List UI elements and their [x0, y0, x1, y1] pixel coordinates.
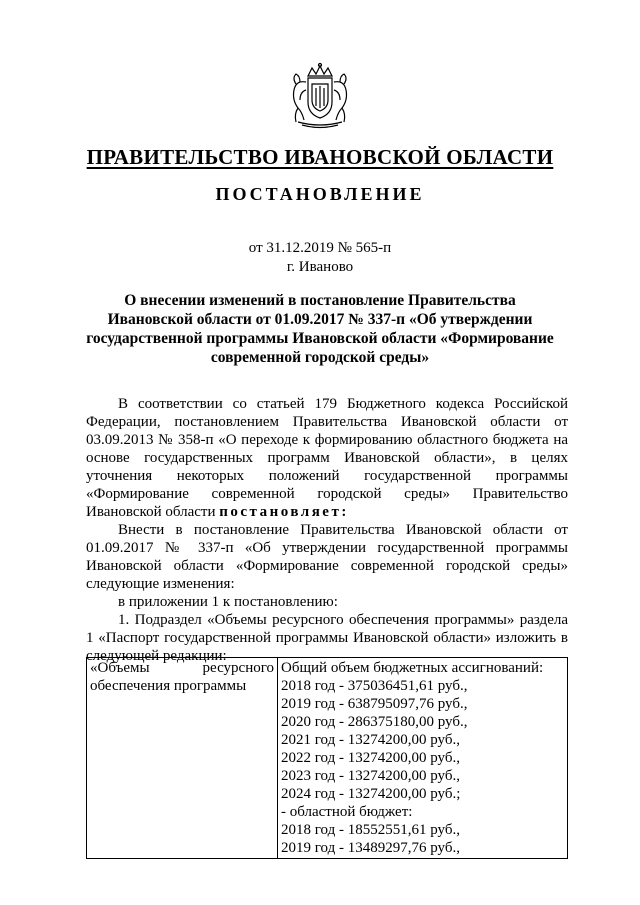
document-heading: О внесении изменений в постановление Правительства Ивановской области от 01.09.2017 № 337-п «Об утверждении государственной программы Ивановской области «Формирование современной городской среды»: [86, 292, 554, 366]
table-line: 2021 год - 13274200,00 руб.,: [281, 732, 460, 748]
document-body: [86, 395, 568, 665]
table-line: 2020 год - 286375180,00 руб.,: [281, 714, 468, 730]
body-paragraph: [86, 395, 568, 521]
table-left-cell: «Объемы ресурсного обеспечения программы: [87, 658, 278, 859]
document-type: ПОСТАНОВЛЕНИЕ: [215, 184, 425, 204]
table-line: 2022 год - 13274200,00 руб.,: [281, 750, 460, 766]
coat-of-arms-icon: [288, 62, 352, 130]
table-line: 2018 год - 18552551,61 руб.,: [281, 822, 460, 838]
table-line: 2018 год - 375036451,61 руб.,: [281, 678, 468, 694]
table-line: 2024 год - 13274200,00 руб.;: [281, 786, 461, 802]
date-number: от 31.12.2019 № 565-п: [248, 240, 392, 256]
table-line: 2019 год - 13489297,76 руб.,: [281, 840, 460, 856]
table-line: 2023 год - 13274200,00 руб.,: [281, 768, 460, 784]
body-paragraph-text: В соответствии со статьей 179 Бюджетного кодекса Российской Федерации, постановлением Правительства Ивановской области от 03.09.2013 № 358-п «О переходе к формированию областного бюджета на основе государственных программ Ивановской области», в целях уточнения некоторых положений государственной программы «Формирование современной городской среды» Правительство Ивановской области: [86, 396, 568, 520]
city: г. Иваново: [286, 259, 354, 275]
resources-table: [86, 657, 568, 859]
table-row: [87, 658, 568, 859]
resolution-verb: постановляет:: [219, 504, 349, 520]
table-line: 2019 год - 638795097,76 руб.,: [281, 696, 468, 712]
table-line: Общий объем бюджетных ассигнований:: [281, 660, 544, 676]
table-right-cell: [278, 658, 568, 859]
table-line: - областной бюджет:: [281, 804, 413, 820]
body-paragraph: в приложении 1 к постановлению:: [118, 594, 338, 610]
government-title: ПРАВИТЕЛЬСТВО ИВАНОВСКОЙ ОБЛАСТИ: [86, 145, 554, 169]
body-paragraph: 1. Подраздел «Объемы ресурсного обеспечения программы» раздела 1 «Паспорт государственной программы Ивановской области» изложить в следующей редакции:: [86, 612, 568, 664]
body-paragraph: Внести в постановление Правительства Ивановской области от 01.09.2017 № 337-п «Об утверждении государственной программы Ивановской области «Формирование современной городской среды» следующие изменения:: [86, 522, 568, 592]
